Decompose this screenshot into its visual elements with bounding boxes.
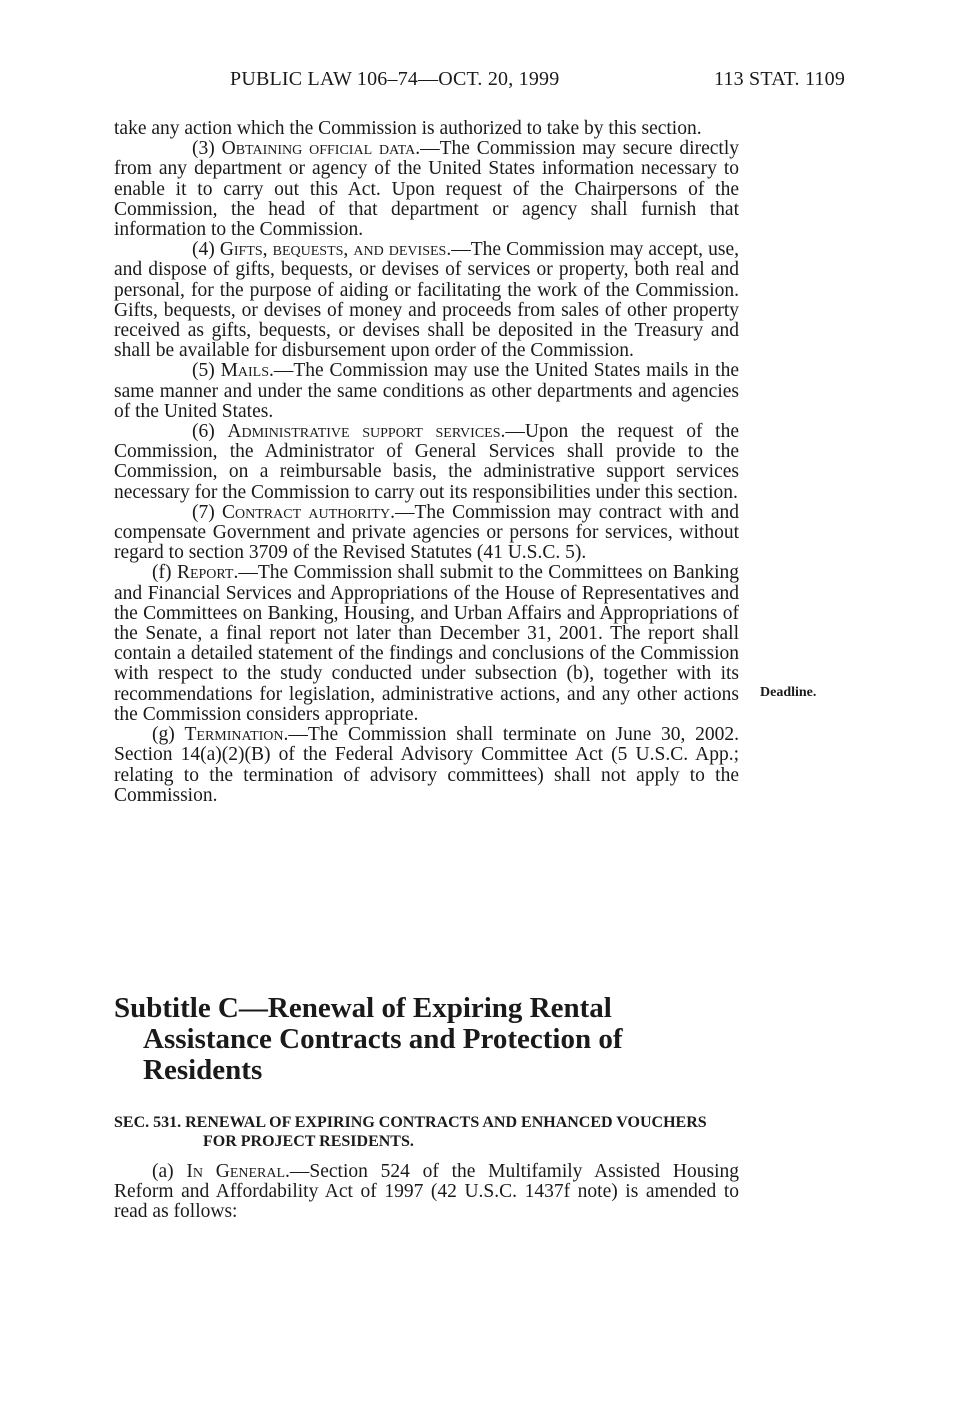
paragraph-mails bbox=[114, 361, 739, 422]
margin-note-deadline: Deadline. bbox=[760, 685, 817, 700]
paragraph-label: (3) bbox=[192, 138, 222, 160]
subtitle-heading: Subtitle C—Renewal of Expiring Rental Assistance Contracts and Protection of Residents bbox=[114, 992, 623, 1086]
paragraph-label: (6) bbox=[192, 421, 228, 443]
paragraph-label: (7) bbox=[192, 501, 223, 523]
paragraph-label: (f) bbox=[152, 562, 177, 584]
paragraph-heading: Obtaining official data bbox=[221, 138, 416, 160]
paragraph-label: (4) bbox=[192, 239, 220, 261]
paragraph-heading: Report bbox=[176, 562, 234, 584]
paragraph-text: .—The Commission may secure directly from any department or agency of the United States information necessary to enable it to carry out this Act. Upon request of the Chairpersons of the Commission, the head of that department or agency shall furnish that information to the Commission. bbox=[114, 138, 739, 241]
paragraph-report bbox=[114, 563, 739, 725]
body-text bbox=[114, 119, 739, 806]
section-heading bbox=[114, 1113, 739, 1151]
paragraph-heading: Termination bbox=[184, 724, 284, 746]
paragraph-termination bbox=[114, 725, 739, 806]
paragraph-heading: Contract authority bbox=[222, 501, 391, 523]
paragraph-text: .—The Commission shall terminate on June 30, 2002. Section 14(a)(2)(B) of the Federal Advisory Committee Act (5 U.S.C. App.; relating to the termination of advisory committees) shall not apply to the Commission. bbox=[114, 724, 740, 806]
paragraph-label: (5) bbox=[192, 360, 221, 382]
running-head: PUBLIC LAW 106–74—OCT. 20, 1999 bbox=[230, 68, 560, 90]
page-header bbox=[230, 68, 880, 98]
paragraph-text: .—The Commission may accept, use, and dispose of gifts, bequests, or devises of services or property, both real and personal, for the purpose of aiding or facilitating the work of the Commission. Gifts, bequests, or devises of money and proceeds from sales of other property received as gifts, bequests, or devises shall be deposited in the Treasury and shall be available for disbursement upon order of the Commission. bbox=[114, 239, 739, 362]
paragraph-in-general bbox=[114, 1162, 739, 1223]
paragraph-text: .—The Commission may contract with and compensate Government and private agencies or persons for services, without regard to section 3709 of the Revised Statutes (41 U.S.C. 5). bbox=[114, 501, 739, 564]
paragraph-text: .—Upon the request of the Commission, the Administrator of General Services shall provide to the Commission, on a reimbursable basis, the administrative support services necessary for the Commission to carry out its responsibilities under this section. bbox=[114, 421, 739, 503]
paragraph-label: (a) bbox=[152, 1161, 187, 1182]
paragraph-heading: Administrative support services bbox=[227, 421, 501, 443]
paragraph-text: .—The Commission shall submit to the Committees on Banking and Financial Services and Appropriations of the House of Representatives and the Committees on Banking, Housing, and Urban Affairs and Appropriations of the Senate, a final report not later than December 31, 2001. The report shall contain a detailed statement of the findings and conclusions of the Commission with respect to the study conducted under subsection (b), together with its recommendations for legislation, administrative actions, and any other actions the Commission considers appropriate. bbox=[114, 562, 740, 725]
paragraph-administrative-support bbox=[114, 422, 739, 503]
paragraph-text: .—The Commission may use the United States mails in the same manner and under the same conditions as other departments and agencies of the United States. bbox=[114, 360, 739, 422]
paragraph-continuation: take any action which the Commission is authorized to take by this section. bbox=[114, 118, 702, 139]
paragraph-heading: In General bbox=[186, 1161, 286, 1182]
section-title: RENEWAL OF EXPIRING CONTRACTS AND ENHANCED VOUCHERS FOR PROJECT RESIDENTS. bbox=[185, 1114, 707, 1150]
paragraph-text: .—Section 524 of the Multifamily Assisted Housing Reform and Affordability Act of 1997 (42 U.S.C. 1437f note) is amended to read as follows: bbox=[114, 1161, 739, 1223]
paragraph-gifts bbox=[114, 240, 739, 361]
paragraph-heading: Gifts, bequests, and devises bbox=[219, 239, 447, 261]
section-number: SEC. 531. bbox=[114, 1114, 182, 1131]
paragraph-label: (g) bbox=[152, 724, 185, 746]
paragraph-obtaining-official-data bbox=[114, 139, 739, 240]
paragraph-heading: Mails bbox=[220, 360, 270, 382]
paragraph-contract-authority bbox=[114, 503, 739, 564]
page-number: 113 STAT. 1109 bbox=[714, 68, 846, 90]
